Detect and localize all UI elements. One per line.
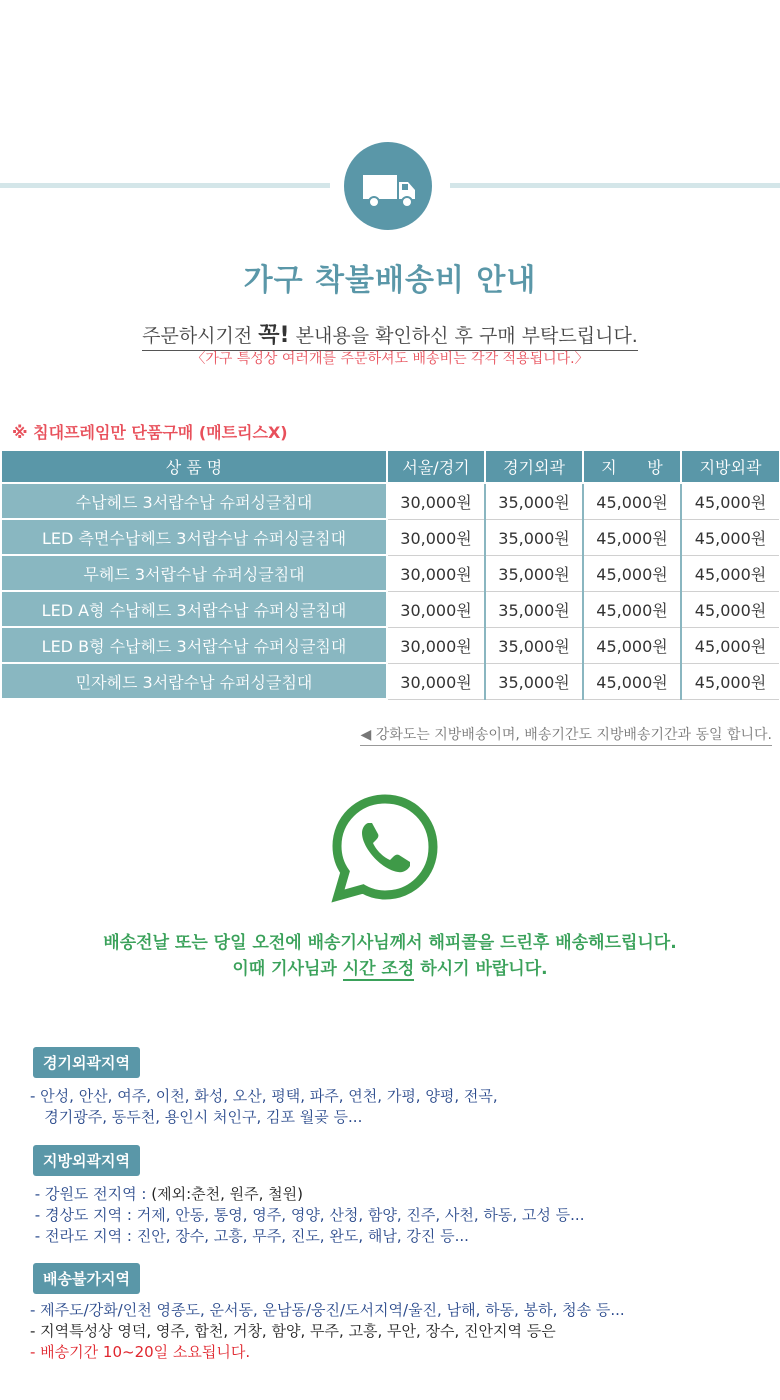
price-local-outer: 45,000원 (681, 591, 779, 627)
gyeonggi-line-2: 경기광주, 동두천, 용인시 처인구, 김포 월곶 등... (30, 1108, 363, 1126)
price-seoul: 30,000원 (387, 519, 485, 555)
page-title: 가구 착불배송비 안내 (243, 263, 537, 298)
product-name: LED B형 수납헤드 3서랍수납 슈퍼싱글침대 (2, 627, 387, 663)
local-line-2: - 경상도 지역 : 거제, 안동, 통영, 영주, 영양, 산청, 함양, 진주, 사천, 하동, 고성 등... (30, 1206, 585, 1224)
unavailable-line-2: - 지역특성상 영덕, 영주, 합천, 거창, 함양, 무주, 고흥, 무안, 장수, 진안지역 등은 (30, 1322, 556, 1340)
product-name: LED 측면수납헤드 3서랍수납 슈퍼싱글침대 (2, 519, 387, 555)
price-seoul: 30,000원 (387, 483, 485, 519)
price-gyeonggi-outer: 35,000원 (485, 519, 583, 555)
col-header-gyeonggi-outer: 경기외곽 (485, 451, 583, 483)
price-local: 45,000원 (583, 555, 681, 591)
section-label: ※ 침대프레임만 단품구매 (매트리스X) (12, 423, 288, 442)
col-header-product: 상 품 명 (2, 451, 387, 483)
price-gyeonggi-outer: 35,000원 (485, 627, 583, 663)
local-line-3: - 전라도 지역 : 진안, 장수, 고흥, 무주, 진도, 완도, 해남, 강진 등... (30, 1227, 469, 1245)
price-gyeonggi-outer: 35,000원 (485, 555, 583, 591)
price-local-outer: 45,000원 (681, 519, 779, 555)
header-divider-left (0, 183, 330, 188)
unavailable-line-3: - 배송기간 10~20일 소요됩니다. (30, 1343, 251, 1361)
table-row (2, 591, 779, 627)
time-adjust-post: 하시기 바랍니다. (414, 959, 548, 979)
price-gyeonggi-outer: 35,000원 (485, 483, 583, 519)
price-local: 45,000원 (583, 627, 681, 663)
truck-icon (344, 142, 432, 230)
time-adjust-message (0, 954, 780, 979)
gyeonggi-outer-list (30, 1086, 498, 1128)
product-name: 수납헤드 3서랍수납 슈퍼싱글침대 (2, 483, 387, 519)
page-subtitle (0, 318, 780, 349)
header-divider-right (450, 183, 780, 188)
price-gyeonggi-outer: 35,000원 (485, 663, 583, 699)
table-row (2, 555, 779, 591)
gangwon-label: - 강원도 전지역 : (30, 1185, 152, 1203)
table-row (2, 663, 779, 699)
happycall-message: 배송전날 또는 당일 오전에 배송기사님께서 해피콜을 드린후 배송해드립니다. (103, 933, 677, 953)
product-name: 무헤드 3서랍수납 슈퍼싱글침대 (2, 555, 387, 591)
price-local: 45,000원 (583, 591, 681, 627)
price-local-outer: 45,000원 (681, 483, 779, 519)
col-header-seoul: 서울/경기 (387, 451, 485, 483)
table-row (2, 627, 779, 663)
unavailable-badge: 배송불가지역 (33, 1263, 140, 1294)
table-row (2, 483, 779, 519)
unavailable-list (30, 1300, 625, 1363)
price-local-outer: 45,000원 (681, 555, 779, 591)
price-local: 45,000원 (583, 483, 681, 519)
price-local: 45,000원 (583, 519, 681, 555)
gangwon-exclusion: (제외:춘천, 원주, 철원) (151, 1185, 304, 1203)
gyeonggi-outer-badge: 경기외곽지역 (33, 1047, 140, 1078)
product-name: 민자헤드 3서랍수납 슈퍼싱글침대 (2, 663, 387, 699)
ganghwa-note: ◀ 강화도는 지방배송이며, 배송기간도 지방배송기간과 동일 합니다. (360, 724, 772, 746)
gyeonggi-line-1: - 안성, 안산, 여주, 이천, 화성, 오산, 평택, 파주, 연천, 가평, 양평, 전곡, (30, 1087, 498, 1105)
subtitle-post: 본내용을 확인하신 후 구매 부탁드립니다. (289, 325, 638, 347)
subtitle-pre: 주문하시기전 (142, 325, 259, 347)
shipping-price-table (2, 451, 779, 700)
unavailable-line-1: - 제주도/강화/인천 영종도, 운서동, 운남동/웅진/도서지역/울진, 남해, 하동, 봉하, 청송 등... (30, 1301, 625, 1319)
col-header-local-outer: 지방외곽 (681, 451, 779, 483)
subtitle-emphasis: 꼭! (258, 323, 290, 348)
price-gyeonggi-outer: 35,000원 (485, 591, 583, 627)
time-adjust-emphasis: 시간 조정 (342, 959, 415, 979)
local-outer-badge: 지방외곽지역 (33, 1145, 140, 1176)
table-row (2, 519, 779, 555)
phone-bubble-icon (330, 793, 440, 903)
price-seoul: 30,000원 (387, 555, 485, 591)
price-local-outer: 45,000원 (681, 663, 779, 699)
local-line-1 (30, 1184, 584, 1205)
price-seoul: 30,000원 (387, 591, 485, 627)
price-local: 45,000원 (583, 663, 681, 699)
col-header-local: 지 방 (583, 451, 681, 483)
local-outer-list (30, 1184, 584, 1247)
shipping-note: 〈가구 특성상 여러개를 주문하셔도 배송비는 각각 적용됩니다.〉 (191, 351, 589, 367)
product-name: LED A형 수납헤드 3서랍수납 슈퍼싱글침대 (2, 591, 387, 627)
price-seoul: 30,000원 (387, 627, 485, 663)
price-seoul: 30,000원 (387, 663, 485, 699)
time-adjust-pre: 이때 기사님과 (232, 959, 343, 979)
price-local-outer: 45,000원 (681, 627, 779, 663)
table-header-row (2, 451, 779, 483)
